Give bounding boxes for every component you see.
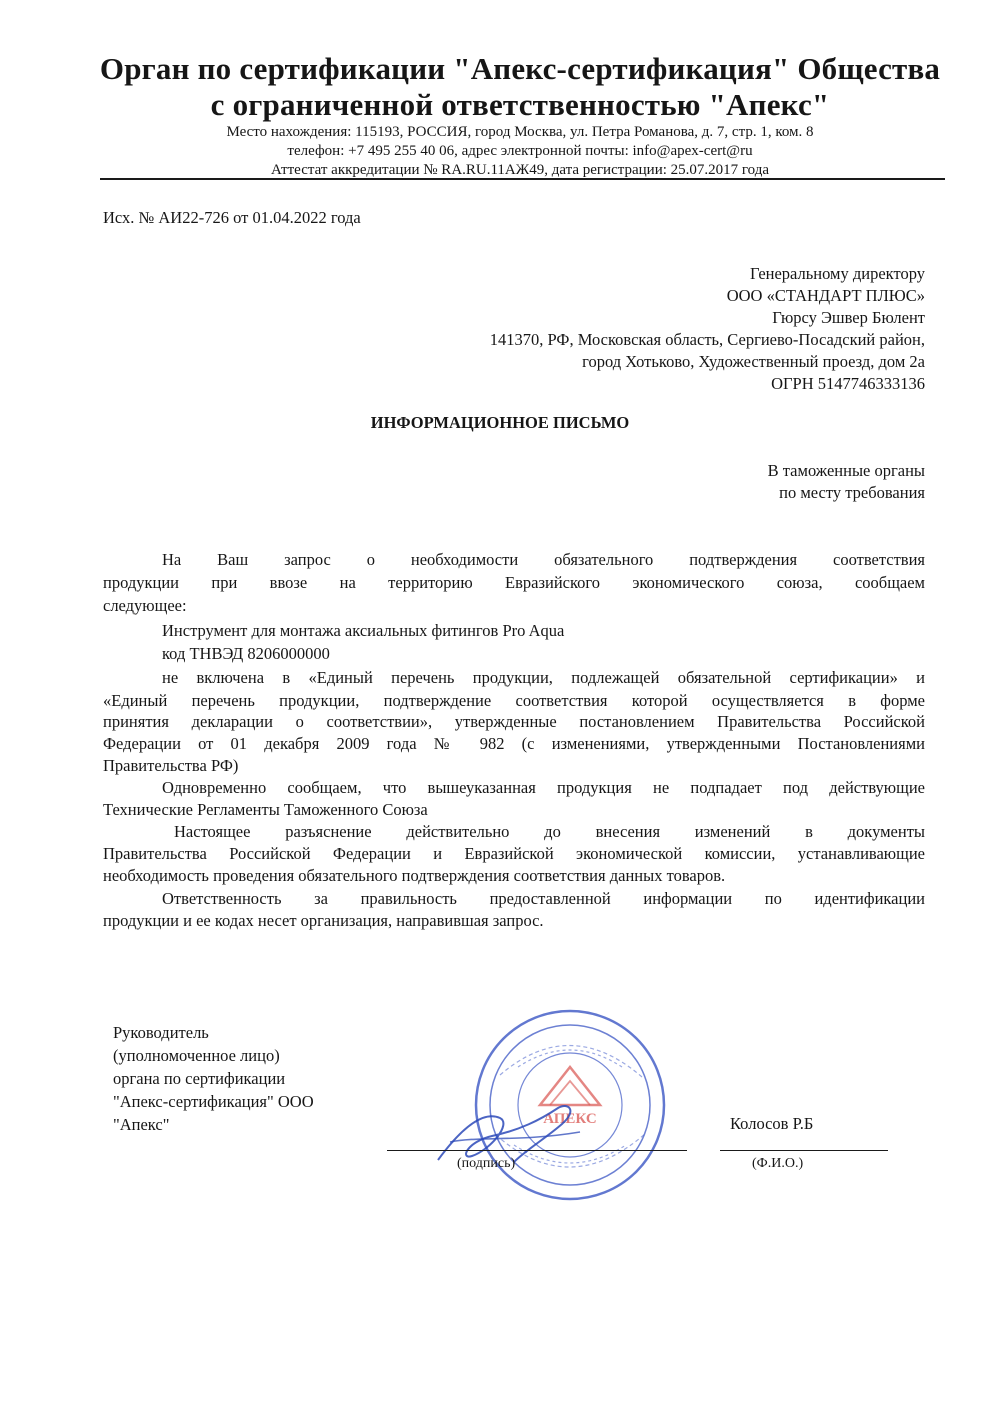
name-line — [720, 1150, 888, 1151]
header-divider — [100, 178, 945, 180]
body-line: Ответственность за правильность предоставленной информации по идентификации — [162, 889, 925, 908]
org-address: Место нахождения: 115193, РОССИЯ, город Москва, ул. Петра Романова, д. 7, стр. 1, ком. 8 — [226, 124, 814, 140]
body-line: не включена в «Единый перечень продукции, подлежащей обязательной сертификации» и — [162, 668, 925, 687]
org-title-line-1: Орган по сертификации "Апекс-сертификация" Общества — [99, 51, 941, 86]
recipient-line-2: по месту требования — [779, 483, 925, 502]
signature-line — [387, 1150, 687, 1151]
outgoing-number: Исх. № АИ22-726 от 01.04.2022 года — [103, 208, 361, 227]
signatory-position-line: "Апекс" — [113, 1115, 170, 1134]
org-accreditation: Аттестат аккредитации № RA.RU.11АЖ49, дата регистрации: 25.07.2017 года — [270, 162, 770, 178]
name-caption: (Ф.И.О.) — [752, 1156, 804, 1171]
addressee-line: город Хотьково, Художественный проезд, дом 2а — [582, 352, 925, 371]
recipient-line-1: В таможенные органы — [767, 461, 925, 480]
signatory-position-line: органа по сертификации — [113, 1069, 286, 1088]
signatory-name: Колосов Р.Б — [730, 1114, 814, 1133]
org-contacts: телефон: +7 495 255 40 06, адрес электронной почты: info@apex-cert@ru — [287, 143, 753, 159]
body-line: следующее: — [103, 596, 187, 615]
product-code: код ТНВЭД 8206000000 — [162, 644, 330, 663]
addressee-line: ОГРН 5147746333136 — [771, 374, 925, 393]
body-line: продукции и ее кодах несет организация, направившая запрос. — [103, 911, 544, 930]
signatory-position-line: (уполномоченное лицо) — [113, 1046, 280, 1065]
signature-caption: (подпись) — [457, 1156, 516, 1171]
body-line: Настоящее разъяснение действительно до внесения изменений в документы — [174, 822, 925, 841]
body-line: «Единый перечень продукции, подтверждение соответствия которой осуществляется в форме — [103, 691, 925, 710]
addressee-line: 141370, РФ, Московская область, Сергиево-Посадский район, — [489, 330, 925, 349]
body-line: Технические Регламенты Таможенного Союза — [103, 800, 428, 819]
stamp-text: АПЕКС — [543, 1111, 597, 1127]
body-line: продукции при ввозе на территорию Евразийского экономического союза, сообщаем — [103, 573, 925, 592]
addressee-line: ООО «СТАНДАРТ ПЛЮС» — [726, 286, 925, 305]
product-name: Инструмент для монтажа аксиальных фитингов Pro Aqua — [162, 621, 565, 640]
body-line: Правительства РФ) — [103, 756, 239, 775]
body-line: На Ваш запрос о необходимости обязательного подтверждения соответствия — [162, 550, 925, 569]
body-line: принятия декларации о соответствии», утвержденные постановлением Правительства Российской — [103, 712, 925, 731]
addressee-line: Гюрсу Эшвер Бюлент — [772, 308, 925, 327]
body-line: Федерации от 01 декабря 2009 года № 982 (с изменениями, утвержденными Постановлениями — [103, 734, 925, 753]
org-title-line-2: с ограниченной ответственностью "Апекс" — [210, 87, 830, 122]
body-line: Одновременно сообщаем, что вышеуказанная продукция не подпадает под действующие — [162, 778, 925, 797]
body-line: Правительства Российской Федерации и Евразийской экономической комиссии, устанавливающие — [103, 844, 925, 863]
signatory-position-line: "Апекс-сертификация" ООО — [113, 1092, 314, 1111]
addressee-line: Генеральному директору — [750, 264, 925, 283]
signatory-position-line: Руководитель — [113, 1023, 209, 1042]
body-line: необходимость проведения обязательного подтверждения соответствия данных товаров. — [103, 866, 726, 885]
document-title: ИНФОРМАЦИОННОЕ ПИСЬМО — [370, 413, 630, 432]
